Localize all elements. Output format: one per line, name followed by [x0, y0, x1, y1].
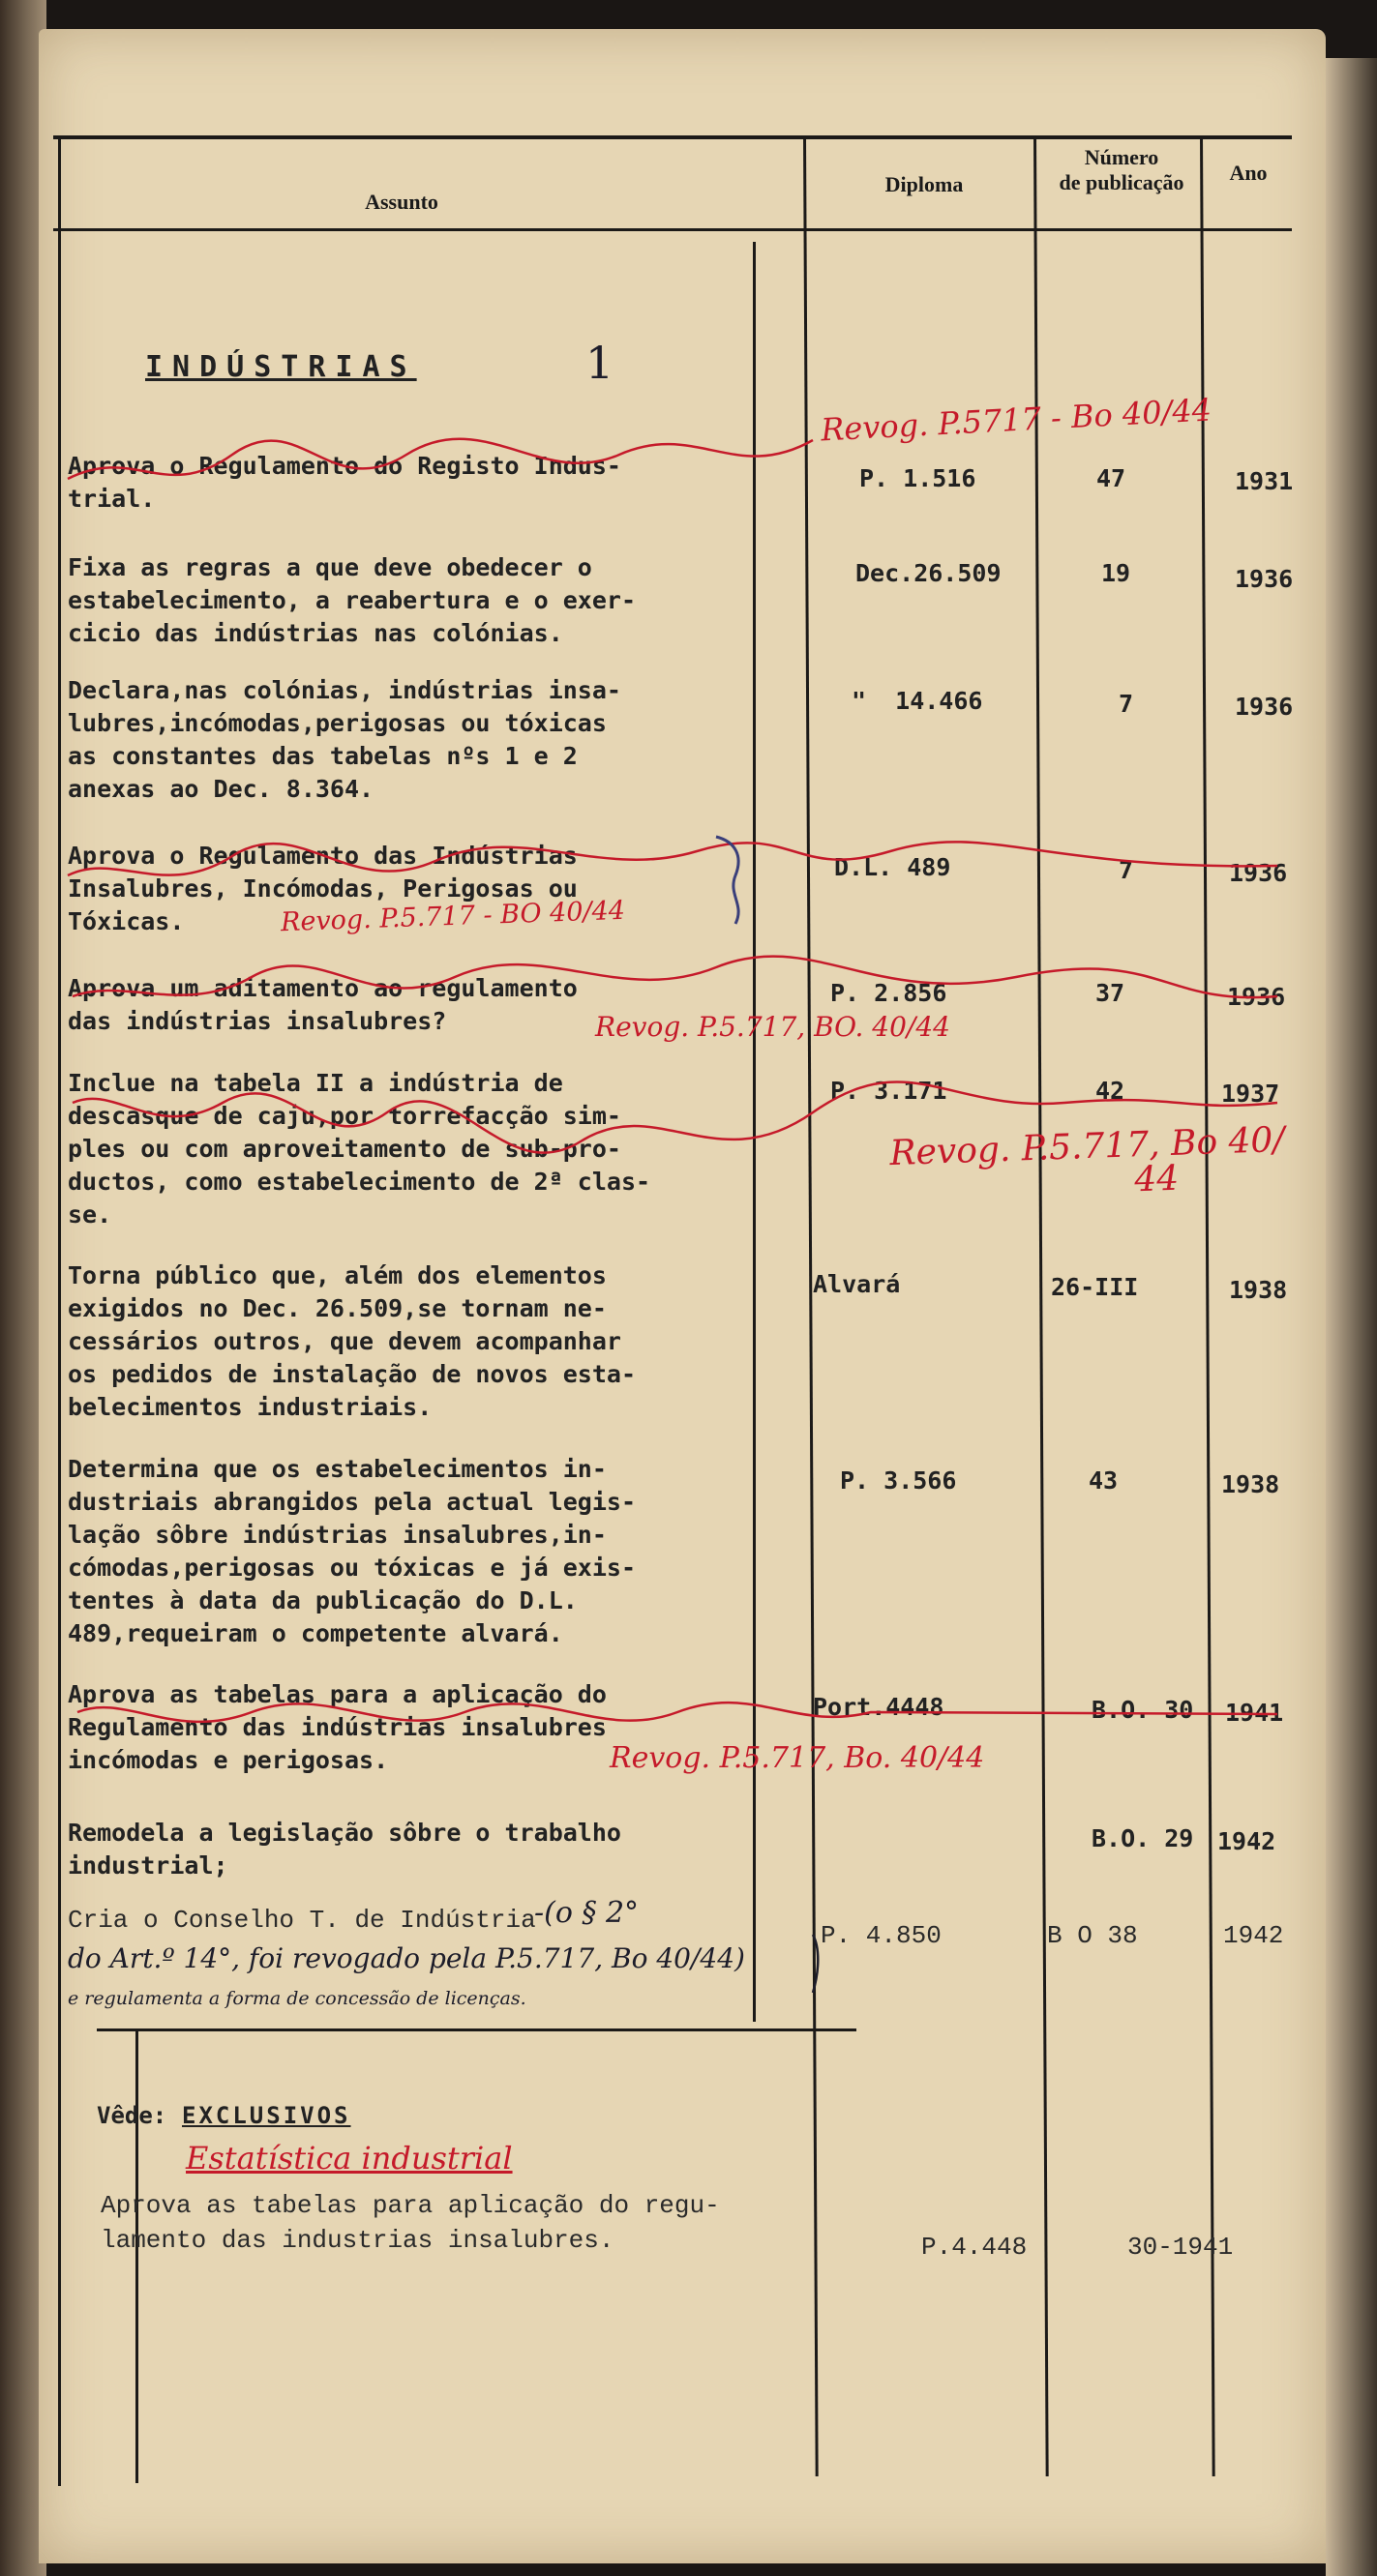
strike-scribble: [68, 439, 813, 479]
row-number: B.O. 30: [1092, 1696, 1194, 1724]
bracket-mark: [716, 837, 738, 924]
see-also-target: EXCLUSIVOS: [182, 2102, 351, 2129]
row-subject: Fixa as regras a que deve obedecer o estabelecimento, a reabertura e o exer- cicio das indústrias nas colónias.: [68, 553, 636, 647]
row-subject: Aprova as tabelas para a aplicação do Regulamento das indústrias insalubres incómodas e perigosas.: [68, 1680, 607, 1774]
row-subject: Torna público que, além dos elementos exigidos no Dec. 26.509,se tornam ne- cessários outros, que devem acompanhar os pedidos de instalação de novos esta- belecimentos industriais.: [68, 1261, 636, 1421]
see-also-entry: Aprova as tabelas para aplicação do regu- lamento das industrias insalubres.: [101, 2191, 720, 2255]
strike-scribble: [77, 1703, 1277, 1722]
strike-scribble: [68, 842, 1277, 875]
handwritten-addendum: -(o § 2°: [534, 1896, 640, 1930]
header-year: Ano: [1229, 161, 1268, 185]
revocation-note: Revog. P.5.717, Bo. 40/44: [610, 1741, 985, 1775]
row-subject: Determina que os estabelecimentos in- dustriais abrangidos pela actual legis- lação sôbre indústrias insalubres,in- cómodas,perigosas ou tóxicas e já exis- tentes à data da publicação do D.L. 489,requeiram o competente alvará.: [68, 1455, 636, 1647]
row-diploma: Port.4448: [813, 1693, 944, 1721]
revocation-note: Revog. P.5.717, BO. 40/44: [595, 1011, 950, 1043]
handwritten-addendum: do Art.º 14°, foi revogado pela P.5.717, Bo 40/44): [68, 1942, 745, 1974]
handwritten-addendum: e regulamenta a forma de concessão de licenças.: [68, 1988, 526, 2009]
row-diploma: P. 1.516: [859, 464, 976, 492]
row-diploma: P. 3.566: [840, 1466, 957, 1495]
revocation-note: Revog. P.5717 - Bo 40/44: [820, 391, 1212, 449]
row-subject: Aprova o Regulamento das Indústrias Insalubres, Incómodas, Perigosas ou Tóxicas.: [68, 842, 578, 935]
row-year: 1938: [1229, 1276, 1288, 1304]
row-year: 1938: [1221, 1470, 1280, 1498]
row-number: 47: [1096, 464, 1126, 492]
see-also-diploma: P.4.448: [921, 2233, 1028, 2262]
row-diploma: P. 3.171: [830, 1077, 947, 1105]
bracket-mark: [813, 1935, 818, 1993]
row-diploma: P. 4.850: [821, 1921, 942, 1950]
row-subject: Aprova o Regulamento do Registo Indus- trial.: [68, 452, 621, 513]
row-diploma: " 14.466: [852, 687, 983, 715]
row-diploma: Dec.26.509: [855, 559, 1002, 587]
row-number: 26-III: [1051, 1273, 1139, 1301]
row-number: 42: [1095, 1077, 1125, 1105]
row-number: 43: [1089, 1466, 1119, 1495]
row-diploma: P. 2.856: [830, 979, 947, 1007]
handwritten-category: Estatística industrial: [186, 2140, 513, 2176]
header-subject: Assunto: [365, 190, 438, 214]
row-diploma: Alvará: [813, 1270, 901, 1298]
row-year: 1942: [1223, 1921, 1284, 1950]
row-year: 1941: [1225, 1699, 1284, 1727]
row-year: 1937: [1221, 1080, 1280, 1108]
row-subject: Declara,nas colónias, indústrias insa- lubres,incómodas,perigosas ou tóxicas as constantes das tabelas nºs 1 e 2 anexas ao Dec. 8.364.: [68, 676, 621, 803]
see-also-number-year: 30-1941: [1127, 2233, 1234, 2262]
row-number: B.O. 29: [1092, 1824, 1194, 1852]
row-diploma: D.L. 489: [834, 853, 951, 881]
row-year: 1936: [1235, 693, 1294, 721]
header-diploma: Diploma: [884, 172, 964, 196]
revocation-note: Revog. P.5.717, Bo 40/ 44: [888, 1119, 1286, 1209]
row-number: 19: [1101, 559, 1131, 587]
strike-scribble: [73, 1080, 1280, 1153]
row-subject: Remodela a legislação sôbre o trabalho industrial;: [68, 1819, 621, 1880]
row-year: 1931: [1235, 467, 1294, 495]
row-year: 1936: [1229, 859, 1288, 887]
page-mark: 1: [585, 337, 614, 389]
header-publication-number: Número de publicação: [1059, 145, 1184, 194]
see-also-label: Vêde:: [97, 2102, 167, 2129]
row-subject: Aprova um aditamento ao regulamento das indústrias insalubres?: [68, 974, 578, 1035]
row-year: 1942: [1217, 1827, 1276, 1855]
strike-scribble: [73, 957, 1277, 998]
row-number: 7: [1119, 690, 1134, 718]
row-year: 1936: [1235, 565, 1294, 593]
row-year: 1936: [1227, 983, 1286, 1011]
revocation-note: Revog. P.5.717 - BO 40/44: [280, 895, 626, 938]
row-number: 7: [1119, 856, 1134, 884]
row-number: 37: [1095, 979, 1125, 1007]
section-title: INDÚSTRIAS: [145, 350, 417, 384]
row-subject: Cria o Conselho T. de Indústria: [68, 1906, 536, 1935]
row-subject: Inclue na tabela II a indústria de descasque de caju,por torrefacção sim- ples ou com aproveitamento de sub-pro- ductos, como estabelecimento de 2ª clas- se.: [68, 1069, 651, 1229]
row-number: B O 38: [1047, 1921, 1138, 1950]
